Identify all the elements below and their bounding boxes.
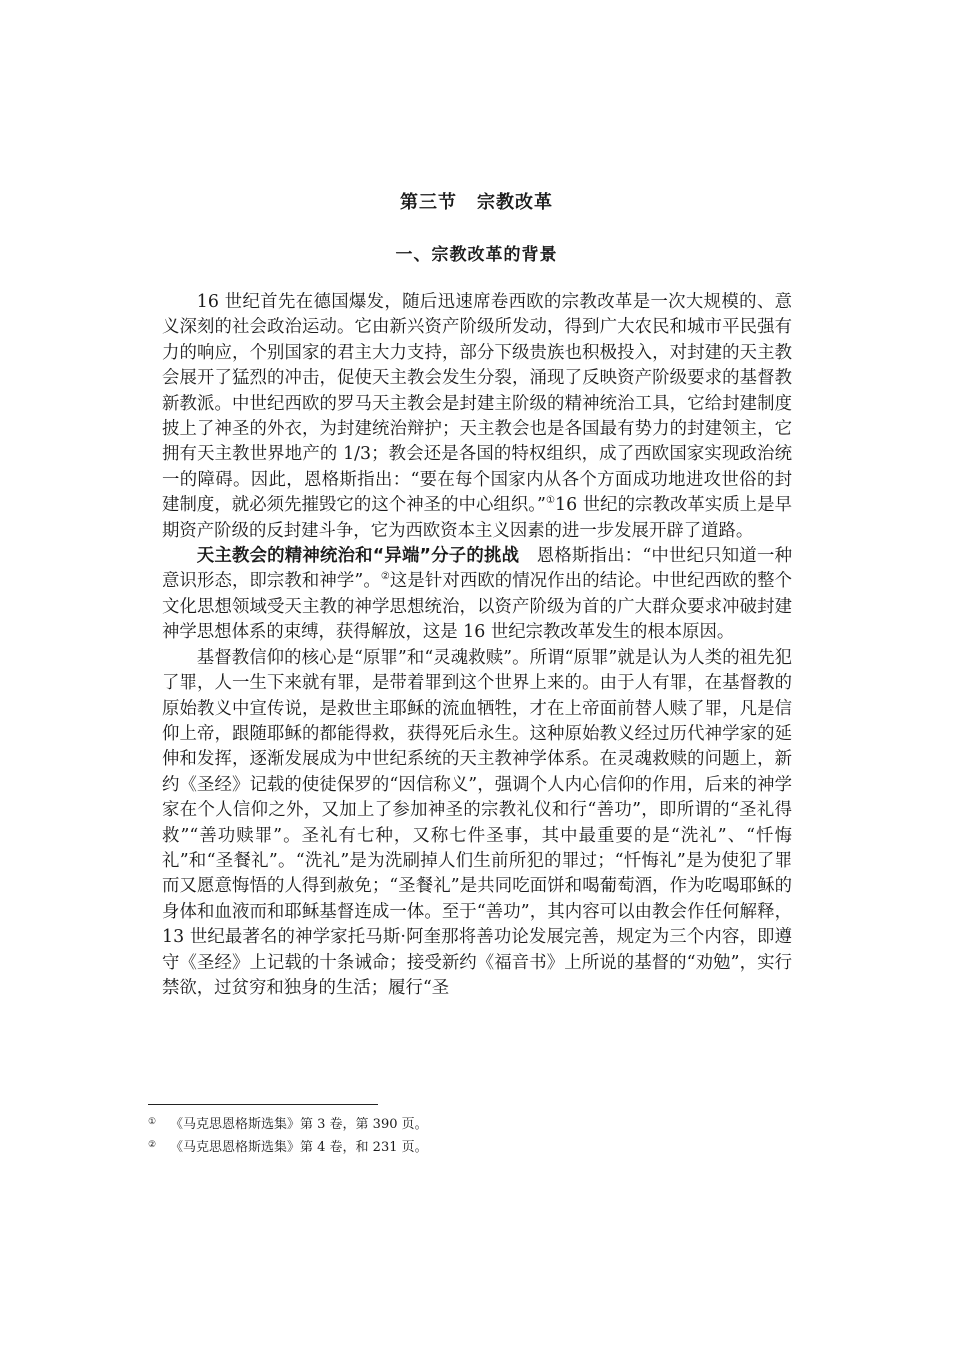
footnote-text: 《马克思恩格斯选集》第 4 卷，和 231 页。: [170, 1140, 428, 1155]
paragraph-2-lead-heading: 天主教会的精神统治和“异端”分子的挑战: [196, 546, 520, 567]
subsection-heading: 一、宗教改革的背景: [395, 245, 558, 265]
footnote-2: [148, 1137, 788, 1160]
section-number: 第三节: [400, 192, 457, 213]
paragraph-2: [162, 544, 792, 646]
paragraph-3: 基督教信仰的核心是“原罪”和“灵魂救赎”。所谓“原罪”就是认为人类的祖先犯了罪，人一生下来就有罪，是带着罪到这个世界上来的。由于人有罪，在基督教的原始教义中宣传说，是救世主耶稣的流血牺牲，才在上帝面前替人赎了罪，凡是信仰上帝，跟随耶稣的都能得救，获得死后永生。这种原始教义经过历代神学家的延伸和发挥，逐渐发展成为中世纪系统的天主教神学体系。在灵魂救赎的问题上，新约《圣经》记载的使徒保罗的“因信称义”，强调个人内心信仰的作用，后来的神学家在个人信仰之外，又加上了参加神圣的宗教礼仪和行“善功”，即所谓的“圣礼得救”“善功赎罪”。圣礼有七种，又称七件圣事，其中最重要的是“洗礼”、“忏悔礼”和“圣餐礼”。“洗礼”是为洗刷掉人们生前所犯的罪过；“忏悔礼”是为使犯了罪而又愿意悔悟的人得到赦免；“圣餐礼”是共同吃面饼和喝葡萄酒，作为吃喝耶稣的身体和血液而和耶稣基督连成一体。至于“善功”，其内容可以由教会作任何解释，13 世纪最著名的神学家托马斯·阿奎那将善功论发展完善，规定为三个内容，即遵守《圣经》上记载的十条诫命；接受新约《福音书》上所说的基督的“劝勉”，实行禁欲，过贫穷和独身的生活；履行“圣: [162, 647, 792, 998]
body-text: [162, 290, 792, 1001]
section-heading: [0, 188, 953, 214]
footnote-text: 《马克思恩格斯选集》第 3 卷，第 390 页。: [170, 1117, 428, 1132]
paragraph-2-text-b: 这是针对西欧的情况作出的结论。中世纪西欧的整个文化思想领域受天主教的神学思想统治，以资产阶级为首的广大群众要求冲破封建神学思想体系的束缚，获得解放，这是 16 世纪宗教改革发生的根本原因。: [162, 571, 792, 643]
footnote-reference-2: ②: [380, 571, 390, 583]
footnotes: [148, 1114, 788, 1160]
paragraph-1: [162, 290, 792, 544]
section-title: 宗教改革: [477, 192, 553, 213]
footnote-divider: [148, 1104, 378, 1105]
footnote-marker: ①: [148, 1117, 157, 1127]
footnote-reference-1: ①: [545, 495, 556, 507]
paragraph-1-text-a: 16 世纪首先在德国爆发，随后迅速席卷西欧的宗教改革是一次大规模的、意义深刻的社会政治运动。它由新兴资产阶级所发动，得到广大农民和城市平民强有力的响应，个别国家的君主大力支持，部分下级贵族也积极投入，对封建的天主教会展开了猛烈的冲击，促使天主教会发生分裂，涌现了反映资产阶级要求的基督教新教派。中世纪西欧的罗马天主教会是封建主阶级的精神统治工具，它给封建制度披上了神圣的外衣，为封建统治辩护；天主教会也是各国最有势力的封建领主，它拥有天主教世界地产的 1/3；教会还是各国的特权组织，成了西欧国家实现政治统一的障碍。因此，恩格斯指出：“要在每个国家内从各个方面成功地进攻世俗的封建制度，就必须先摧毁它的这个神圣的中心组织。”: [162, 292, 792, 516]
paragraph-2-text-a: 恩格斯指出：“中世纪只知道一种意识形态，即宗教和神学”。: [162, 546, 792, 592]
footnote-marker: ②: [148, 1140, 157, 1150]
paragraph-1-text-b: 16 世纪的宗教改革实质上是早期资产阶级的反封建斗争，它为西欧资本主义因素的进一步发展开辟了道路。: [162, 495, 792, 541]
footnote-1: [148, 1114, 788, 1137]
